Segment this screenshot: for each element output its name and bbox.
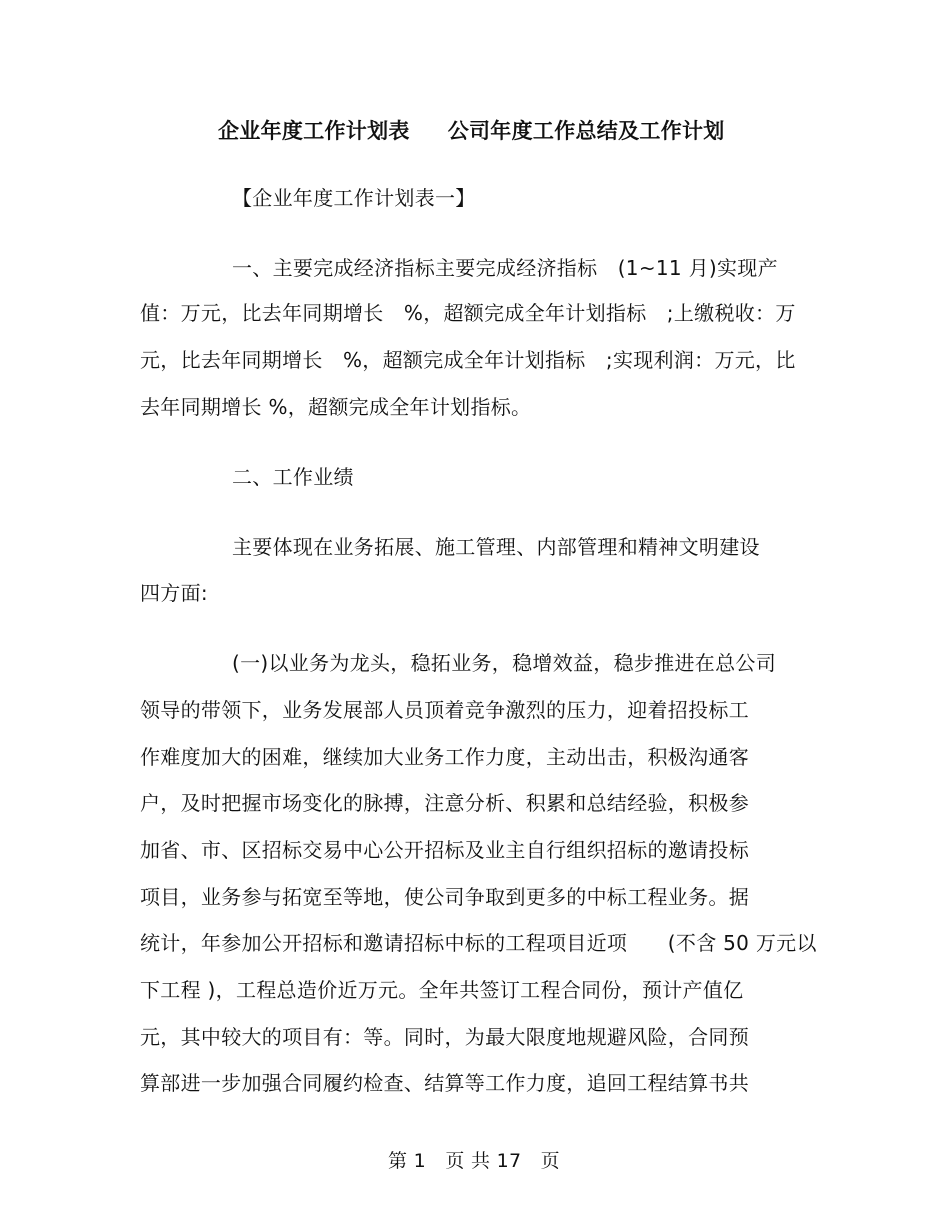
text-line-12: 加省、市、区招标交易中心公开招标及业主自行组织招标的邀请投标 — [140, 838, 749, 862]
text-line-6: 主要体现在业务拓展、施工管理、内部管理和精神文明建设 — [232, 535, 760, 559]
title-part-2: 公司年度工作总结及工作计划 — [447, 119, 725, 143]
text-line-15: 下工程 )，工程总造价近万元。全年共签订工程合同份，预计产值亿 — [140, 978, 744, 1002]
title-part-1: 企业年度工作计划表 — [218, 119, 410, 143]
text-line-14: 统计，年参加公开招标和邀请招标中标的工程项目近项 (不含 50 万元以 — [140, 931, 817, 955]
text-line-17: 算部进一步加强合同履约检查、结算等工作力度，追回工程结算书共 — [140, 1071, 749, 1095]
text-line-1: 一、主要完成经济指标主要完成经济指标 (1~11 月)实现产 — [232, 256, 778, 280]
text-line-9: 领导的带领下，业务发展部人员顶着竞争激烈的压力，迎着招投标工 — [140, 698, 749, 722]
text-line-11: 户，及时把握市场变化的脉搏，注意分析、积累和总结经验，积极参 — [140, 791, 749, 815]
text-line-16: 元，其中较大的项目有：等。同时，为最大限度地规避风险，合同预 — [140, 1025, 749, 1049]
section-heading: 【企业年度工作计划表一】 — [232, 186, 476, 210]
text-line-13: 项目，业务参与拓宽至等地，使公司争取到更多的中标工程业务。据 — [140, 885, 749, 909]
text-line-3: 元，比去年同期增长 %，超额完成全年计划指标 ;实现利润：万元，比 — [140, 348, 796, 372]
text-line-2: 值：万元，比去年同期增长 %，超额完成全年计划指标 ;上缴税收：万 — [140, 301, 796, 325]
text-line-7: 四方面: — [140, 581, 208, 605]
text-line-10: 作难度加大的困难，继续加大业务工作力度，主动出击，积极沟通客 — [140, 745, 749, 769]
text-line-4: 去年同期增长 %，超额完成全年计划指标。 — [140, 395, 532, 419]
page-number-footer: 第 1 页 共 17 页 — [388, 1150, 560, 1172]
document-title — [218, 116, 725, 146]
text-line-8: (一)以业务为龙头，稳拓业务，稳增效益，稳步推进在总公司 — [232, 651, 777, 675]
text-line-5: 二、工作业绩 — [232, 465, 354, 489]
